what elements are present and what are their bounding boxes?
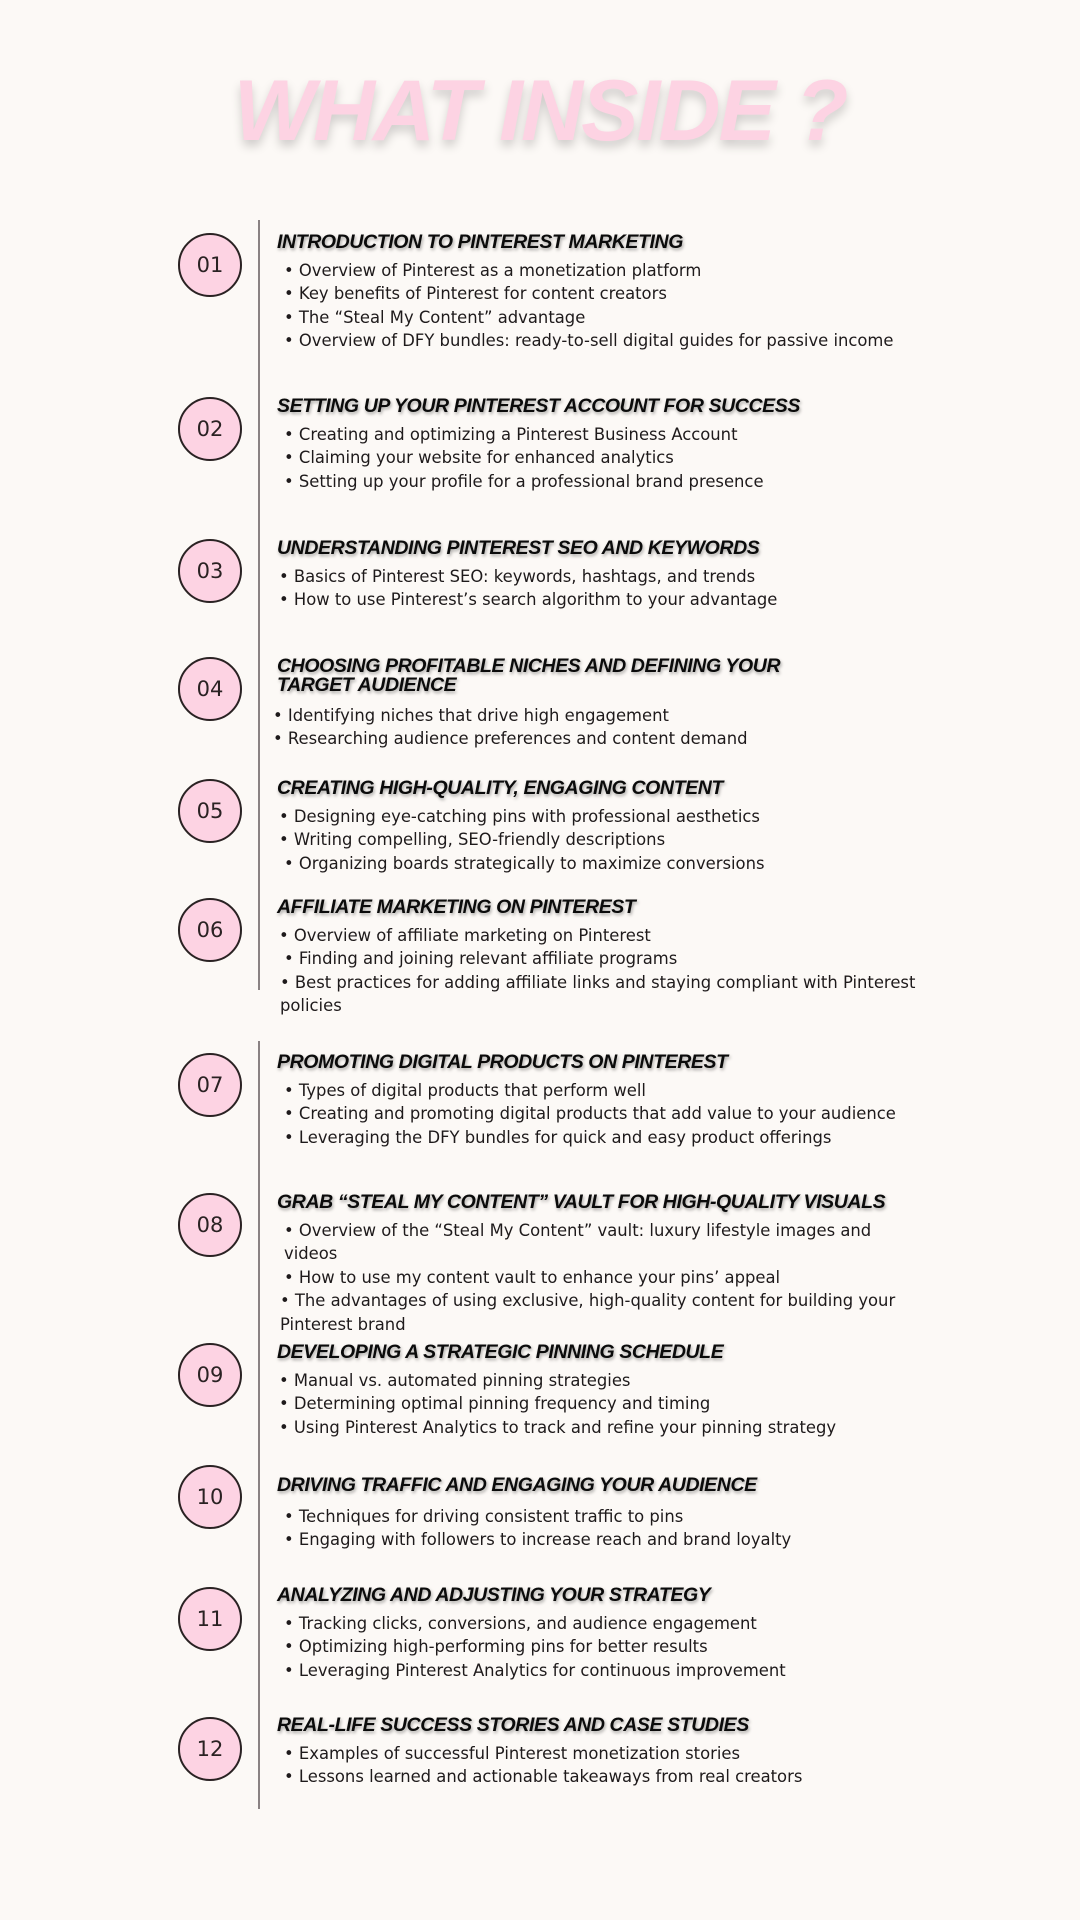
section-heading: DRIVING TRAFFIC AND ENGAGING YOUR AUDIENCE [277, 1474, 757, 1496]
section-heading: CREATING HIGH-QUALITY, ENGAGING CONTENT [277, 777, 723, 799]
section-heading: ANALYZING AND ADJUSTING YOUR STRATEGY [277, 1584, 711, 1606]
bullet-list [277, 924, 917, 1018]
bullet-item: • Best practices for adding affiliate links and staying compliant with Pinterest policies [273, 971, 920, 1018]
bullet-item: • Basics of Pinterest SEO: keywords, hashtags, and trends [277, 565, 917, 588]
section-10 [277, 1476, 917, 1552]
bullet-list [273, 704, 917, 751]
section-number-badge: 01 [178, 233, 242, 297]
bullet-item: • The advantages of using exclusive, high-quality content for building your Pinterest brand [273, 1289, 920, 1336]
bullet-list [277, 1219, 917, 1336]
bullet-list [277, 1742, 917, 1789]
bullet-list [277, 1505, 917, 1552]
bullet-item: • Creating and optimizing a Pinterest Business Account [277, 423, 917, 446]
section-heading: REAL-LIFE SUCCESS STORIES AND CASE STUDIES [277, 1714, 749, 1736]
section-number-badge: 07 [178, 1053, 242, 1117]
bullet-item: • Designing eye-catching pins with professional aesthetics [277, 805, 917, 828]
section-heading: DEVELOPING A STRATEGIC PINNING SCHEDULE [277, 1341, 724, 1363]
section-heading: CHOOSING PROFITABLE NICHES AND DEFINING YOUR TARGET AUDIENCE [277, 655, 781, 696]
bullet-item: • Leveraging Pinterest Analytics for continuous improvement [277, 1659, 917, 1682]
bullet-item: • The “Steal My Content” advantage [277, 306, 917, 329]
section-number-badge: 02 [178, 397, 242, 461]
bullet-item: • Examples of successful Pinterest monetization stories [277, 1742, 917, 1765]
bullet-list [277, 259, 917, 353]
section-08 [277, 1193, 917, 1336]
section-heading: PROMOTING DIGITAL PRODUCTS ON PINTEREST [277, 1051, 728, 1073]
section-05 [277, 779, 917, 875]
section-06 [277, 898, 917, 1018]
timeline-line-top [258, 220, 260, 990]
bullet-list [277, 423, 917, 493]
bullet-item: • Determining optimal pinning frequency and timing [277, 1392, 917, 1415]
section-09 [277, 1343, 917, 1439]
section-number-badge: 06 [178, 898, 242, 962]
bullet-item: • Setting up your profile for a professional brand presence [277, 470, 917, 493]
section-heading: AFFILIATE MARKETING ON PINTEREST [277, 896, 636, 918]
section-heading: UNDERSTANDING PINTEREST SEO AND KEYWORDS [277, 537, 760, 559]
bullet-item: • Writing compelling, SEO-friendly descriptions [277, 828, 917, 851]
bullet-item: • How to use my content vault to enhance your pins’ appeal [277, 1266, 917, 1289]
bullet-list [277, 1079, 917, 1149]
section-number-badge: 09 [178, 1343, 242, 1407]
section-number-badge: 11 [178, 1587, 242, 1651]
section-number-badge: 03 [178, 539, 242, 603]
bullet-item: • Identifying niches that drive high engagement [273, 704, 917, 727]
section-04 [277, 657, 917, 751]
section-number-badge: 04 [178, 657, 242, 721]
bullet-item: • How to use Pinterest’s search algorithm to your advantage [277, 588, 917, 611]
bullet-item: • Using Pinterest Analytics to track and refine your pinning strategy [277, 1416, 917, 1439]
section-number-badge: 12 [178, 1717, 242, 1781]
bullet-item: • Optimizing high-performing pins for better results [277, 1635, 917, 1658]
bullet-item: • Overview of affiliate marketing on Pinterest [277, 924, 917, 947]
bullet-item: • Lessons learned and actionable takeaways from real creators [277, 1765, 917, 1788]
bullet-item: • Manual vs. automated pinning strategies [277, 1369, 917, 1392]
page-title: WHAT INSIDE ? [233, 63, 847, 159]
section-12 [277, 1716, 917, 1789]
timeline-line-bottom [258, 1041, 260, 1809]
bullet-list [277, 565, 917, 612]
section-03 [277, 539, 917, 612]
bullet-item: • Leveraging the DFY bundles for quick and easy product offerings [277, 1126, 917, 1149]
bullet-item: • Overview of the “Steal My Content” vault: luxury lifestyle images and videos [277, 1219, 917, 1266]
bullet-list [277, 805, 917, 875]
bullet-item: • Organizing boards strategically to maximize conversions [277, 852, 917, 875]
section-number-badge: 08 [178, 1193, 242, 1257]
section-02 [277, 397, 917, 493]
bullet-item: • Types of digital products that perform well [277, 1079, 917, 1102]
bullet-item: • Overview of Pinterest as a monetization platform [277, 259, 917, 282]
bullet-item: • Overview of DFY bundles: ready-to-sell digital guides for passive income [277, 329, 917, 352]
section-number-badge: 10 [178, 1465, 242, 1529]
bullet-item: • Researching audience preferences and content demand [273, 727, 917, 750]
bullet-list [277, 1612, 917, 1682]
bullet-item: • Engaging with followers to increase reach and brand loyalty [277, 1528, 917, 1551]
section-01 [277, 233, 917, 353]
bullet-item: • Tracking clicks, conversions, and audience engagement [277, 1612, 917, 1635]
section-11 [277, 1586, 917, 1682]
bullet-item: • Finding and joining relevant affiliate programs [277, 947, 917, 970]
section-07 [277, 1053, 917, 1149]
bullet-item: • Key benefits of Pinterest for content creators [277, 282, 917, 305]
bullet-item: • Creating and promoting digital products that add value to your audience [277, 1102, 917, 1125]
bullet-list [277, 1369, 917, 1439]
section-heading: INTRODUCTION TO PINTEREST MARKETING [277, 231, 683, 253]
section-heading: GRAB “STEAL MY CONTENT” VAULT FOR HIGH-QUALITY VISUALS [277, 1191, 886, 1213]
bullet-item: • Techniques for driving consistent traffic to pins [277, 1505, 917, 1528]
section-heading: SETTING UP YOUR PINTEREST ACCOUNT FOR SUCCESS [277, 395, 800, 417]
bullet-item: • Claiming your website for enhanced analytics [277, 446, 917, 469]
section-number-badge: 05 [178, 779, 242, 843]
